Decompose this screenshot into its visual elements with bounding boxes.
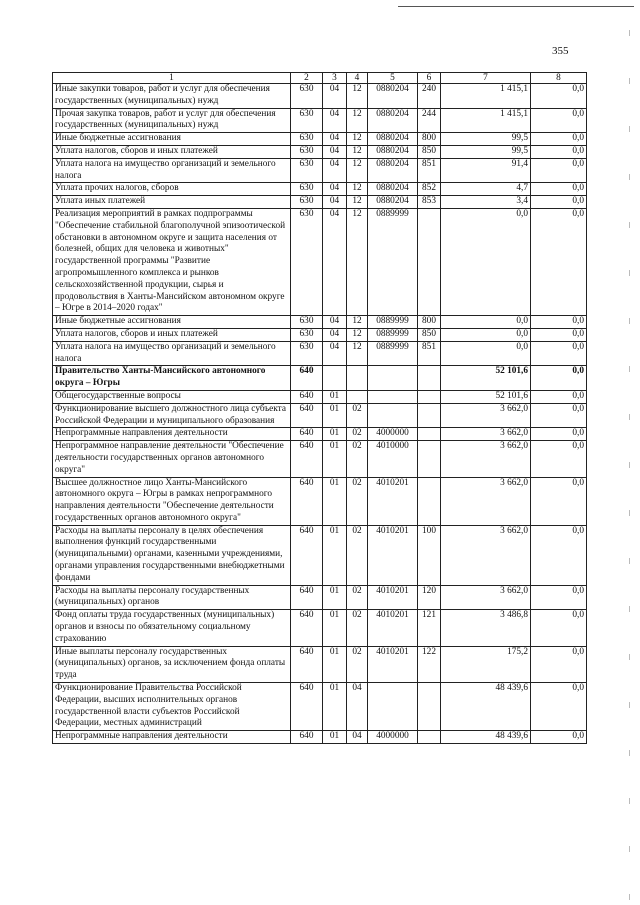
cell-section: 04 bbox=[323, 208, 347, 315]
cell-ministry-code: 630 bbox=[291, 108, 323, 133]
cell-amount: 1 415,1 bbox=[441, 108, 531, 133]
cell-amount-2: 0,0 bbox=[531, 183, 587, 196]
cell-amount-2: 0,0 bbox=[531, 390, 587, 403]
cell-expense-type: 853 bbox=[418, 196, 441, 209]
cell-expense-type bbox=[418, 390, 441, 403]
cell-name: Расходы на выплаты персоналу в целях обеспечения выполнения функций государственными (муниципальными) органами, казенными учреждениями, органами управления государственными внебюджетными фондами bbox=[53, 525, 291, 585]
cell-amount-2: 0,0 bbox=[531, 145, 587, 158]
header-cell: 7 bbox=[441, 73, 531, 84]
cell-subsection: 12 bbox=[347, 183, 368, 196]
cell-section: 04 bbox=[323, 108, 347, 133]
cell-target-article: 0889999 bbox=[368, 316, 418, 329]
cell-ministry-code: 640 bbox=[291, 610, 323, 646]
cell-section bbox=[323, 366, 347, 391]
cell-target-article: 0880204 bbox=[368, 108, 418, 133]
cell-target-article bbox=[368, 366, 418, 391]
cell-section: 04 bbox=[323, 183, 347, 196]
cell-amount-2: 0,0 bbox=[531, 477, 587, 525]
table-row bbox=[53, 366, 587, 391]
cell-ministry-code: 640 bbox=[291, 525, 323, 585]
cell-subsection: 02 bbox=[347, 525, 368, 585]
cell-amount: 3 486,8 bbox=[441, 610, 531, 646]
table-row bbox=[53, 646, 587, 682]
table-row bbox=[53, 316, 587, 329]
cell-name: Иные выплаты персоналу государственных (муниципальных) органов, за исключением фонда оплаты труда bbox=[53, 646, 291, 682]
cell-section: 04 bbox=[323, 316, 347, 329]
cell-amount: 175,2 bbox=[441, 646, 531, 682]
cell-amount: 91,4 bbox=[441, 158, 531, 183]
table-row bbox=[53, 108, 587, 133]
cell-expense-type: 120 bbox=[418, 585, 441, 610]
cell-target-article: 4010201 bbox=[368, 525, 418, 585]
cell-amount-2: 0,0 bbox=[531, 328, 587, 341]
cell-amount: 48 439,6 bbox=[441, 683, 531, 731]
cell-target-article bbox=[368, 390, 418, 403]
cell-target-article: 4000000 bbox=[368, 428, 418, 441]
cell-name: Уплата налогов, сборов и иных платежей bbox=[53, 145, 291, 158]
table-row bbox=[53, 683, 587, 731]
cell-amount: 48 439,6 bbox=[441, 731, 531, 744]
cell-subsection: 12 bbox=[347, 84, 368, 109]
cell-ministry-code: 630 bbox=[291, 133, 323, 146]
cell-amount: 4,7 bbox=[441, 183, 531, 196]
cell-amount: 3 662,0 bbox=[441, 585, 531, 610]
cell-section: 01 bbox=[323, 441, 347, 477]
table-row bbox=[53, 183, 587, 196]
cell-target-article: 0889999 bbox=[368, 208, 418, 315]
cell-target-article: 4010201 bbox=[368, 585, 418, 610]
cell-expense-type: 851 bbox=[418, 341, 441, 366]
cell-ministry-code: 640 bbox=[291, 403, 323, 428]
cell-expense-type bbox=[418, 403, 441, 428]
cell-amount: 3 662,0 bbox=[441, 477, 531, 525]
cell-name: Функционирование Правительства Российской Федерации, высших исполнительных органов государственной власти субъектов Российской Федерации, местных администраций bbox=[53, 683, 291, 731]
cell-expense-type: 852 bbox=[418, 183, 441, 196]
cell-subsection: 02 bbox=[347, 403, 368, 428]
cell-expense-type: 121 bbox=[418, 610, 441, 646]
cell-section: 01 bbox=[323, 477, 347, 525]
cell-target-article: 0889999 bbox=[368, 328, 418, 341]
cell-subsection: 04 bbox=[347, 731, 368, 744]
cell-name: Реализация мероприятий в рамках подпрограммы "Обеспечение стабильной благополучной эпизоотической обстановки в автономном округе и защита населения от болезней, общих для человека и животных" государственной программы "Развитие агропромышленного комплекса и рынков сельскохозяйственной продукции, сырья и продовольствия в Ханты-Мансийском автономном округе – Югре в 2014–2020 годах" bbox=[53, 208, 291, 315]
cell-target-article: 0880204 bbox=[368, 145, 418, 158]
table-row bbox=[53, 328, 587, 341]
cell-section: 01 bbox=[323, 731, 347, 744]
cell-amount: 1 415,1 bbox=[441, 84, 531, 109]
cell-amount-2: 0,0 bbox=[531, 585, 587, 610]
cell-amount-2: 0,0 bbox=[531, 341, 587, 366]
cell-amount: 0,0 bbox=[441, 208, 531, 315]
cell-subsection: 12 bbox=[347, 108, 368, 133]
header-row bbox=[53, 73, 587, 84]
cell-name: Уплата налога на имущество организаций и земельного налога bbox=[53, 158, 291, 183]
cell-expense-type bbox=[418, 477, 441, 525]
cell-amount: 3,4 bbox=[441, 196, 531, 209]
cell-amount-2: 0,0 bbox=[531, 525, 587, 585]
header-cell: 3 bbox=[323, 73, 347, 84]
cell-section: 01 bbox=[323, 525, 347, 585]
cell-amount-2: 0,0 bbox=[531, 208, 587, 315]
cell-section: 04 bbox=[323, 341, 347, 366]
header-cell: 1 bbox=[53, 73, 291, 84]
cell-target-article: 0880204 bbox=[368, 158, 418, 183]
cell-subsection: 02 bbox=[347, 610, 368, 646]
cell-ministry-code: 640 bbox=[291, 585, 323, 610]
cell-section: 01 bbox=[323, 646, 347, 682]
cell-name: Непрограммное направление деятельности "Обеспечение деятельности государственных органов автономного округа" bbox=[53, 441, 291, 477]
cell-amount: 99,5 bbox=[441, 133, 531, 146]
table-row bbox=[53, 145, 587, 158]
cell-expense-type: 851 bbox=[418, 158, 441, 183]
cell-name: Расходы на выплаты персоналу государственных (муниципальных) органов bbox=[53, 585, 291, 610]
cell-subsection: 12 bbox=[347, 328, 368, 341]
cell-expense-type: 800 bbox=[418, 133, 441, 146]
cell-ministry-code: 640 bbox=[291, 390, 323, 403]
cell-target-article: 0889999 bbox=[368, 341, 418, 366]
cell-name: Уплата налога на имущество организаций и земельного налога bbox=[53, 341, 291, 366]
cell-amount: 0,0 bbox=[441, 316, 531, 329]
cell-ministry-code: 640 bbox=[291, 646, 323, 682]
cell-section: 04 bbox=[323, 196, 347, 209]
cell-ministry-code: 640 bbox=[291, 731, 323, 744]
cell-section: 04 bbox=[323, 328, 347, 341]
cell-target-article: 4000000 bbox=[368, 731, 418, 744]
cell-subsection: 12 bbox=[347, 341, 368, 366]
page-number: 355 bbox=[552, 45, 569, 57]
cell-amount-2: 0,0 bbox=[531, 441, 587, 477]
cell-subsection: 02 bbox=[347, 441, 368, 477]
cell-target-article: 4010201 bbox=[368, 646, 418, 682]
cell-amount: 3 662,0 bbox=[441, 525, 531, 585]
cell-subsection: 12 bbox=[347, 196, 368, 209]
cell-name: Функционирование высшего должностного лица субъекта Российской Федерации и муниципального образования bbox=[53, 403, 291, 428]
cell-expense-type: 100 bbox=[418, 525, 441, 585]
cell-subsection: 12 bbox=[347, 145, 368, 158]
top-rule bbox=[398, 6, 634, 7]
cell-amount: 52 101,6 bbox=[441, 390, 531, 403]
cell-section: 01 bbox=[323, 403, 347, 428]
cell-section: 04 bbox=[323, 133, 347, 146]
cell-name: Иные закупки товаров, работ и услуг для обеспечения государственных (муниципальных) нужд bbox=[53, 84, 291, 109]
table-row bbox=[53, 196, 587, 209]
cell-amount-2: 0,0 bbox=[531, 731, 587, 744]
budget-table bbox=[52, 72, 587, 744]
cell-target-article: 4010000 bbox=[368, 441, 418, 477]
cell-expense-type: 240 bbox=[418, 84, 441, 109]
cell-subsection: 12 bbox=[347, 158, 368, 183]
cell-subsection: 04 bbox=[347, 683, 368, 731]
cell-expense-type: 850 bbox=[418, 328, 441, 341]
cell-ministry-code: 640 bbox=[291, 428, 323, 441]
cell-target-article: 0880204 bbox=[368, 183, 418, 196]
cell-expense-type: 244 bbox=[418, 108, 441, 133]
cell-name: Уплата иных платежей bbox=[53, 196, 291, 209]
cell-target-article bbox=[368, 683, 418, 731]
cell-amount: 0,0 bbox=[441, 341, 531, 366]
cell-amount: 3 662,0 bbox=[441, 403, 531, 428]
cell-expense-type bbox=[418, 428, 441, 441]
cell-ministry-code: 640 bbox=[291, 366, 323, 391]
table-row bbox=[53, 441, 587, 477]
cell-subsection: 02 bbox=[347, 428, 368, 441]
cell-section: 04 bbox=[323, 158, 347, 183]
table-row bbox=[53, 610, 587, 646]
cell-ministry-code: 630 bbox=[291, 328, 323, 341]
header-cell: 4 bbox=[347, 73, 368, 84]
cell-section: 01 bbox=[323, 683, 347, 731]
cell-ministry-code: 630 bbox=[291, 158, 323, 183]
cell-name: Фонд оплаты труда государственных (муниципальных) органов и взносы по обязательному социальному страхованию bbox=[53, 610, 291, 646]
cell-ministry-code: 640 bbox=[291, 441, 323, 477]
cell-name: Прочая закупка товаров, работ и услуг для обеспечения государственных (муниципальных) нужд bbox=[53, 108, 291, 133]
cell-name: Правительство Ханты-Мансийского автономного округа – Югры bbox=[53, 366, 291, 391]
table-row bbox=[53, 133, 587, 146]
cell-ministry-code: 630 bbox=[291, 316, 323, 329]
cell-target-article: 0880204 bbox=[368, 84, 418, 109]
cell-amount-2: 0,0 bbox=[531, 316, 587, 329]
cell-ministry-code: 630 bbox=[291, 84, 323, 109]
cell-section: 04 bbox=[323, 145, 347, 158]
header-cell: 2 bbox=[291, 73, 323, 84]
cell-section: 04 bbox=[323, 84, 347, 109]
cell-amount: 0,0 bbox=[441, 328, 531, 341]
cell-amount: 99,5 bbox=[441, 145, 531, 158]
scan-edge-marks bbox=[627, 30, 631, 880]
cell-expense-type bbox=[418, 731, 441, 744]
cell-target-article: 4010201 bbox=[368, 477, 418, 525]
cell-subsection: 02 bbox=[347, 646, 368, 682]
table-row bbox=[53, 525, 587, 585]
cell-subsection: 02 bbox=[347, 477, 368, 525]
cell-name: Непрограммные направления деятельности bbox=[53, 428, 291, 441]
cell-subsection: 02 bbox=[347, 585, 368, 610]
cell-amount-2: 0,0 bbox=[531, 683, 587, 731]
cell-subsection: 12 bbox=[347, 316, 368, 329]
table-row bbox=[53, 341, 587, 366]
table-row bbox=[53, 428, 587, 441]
cell-amount-2: 0,0 bbox=[531, 133, 587, 146]
cell-expense-type: 800 bbox=[418, 316, 441, 329]
cell-target-article: 0880204 bbox=[368, 196, 418, 209]
cell-amount-2: 0,0 bbox=[531, 366, 587, 391]
cell-name: Общегосударственные вопросы bbox=[53, 390, 291, 403]
cell-ministry-code: 630 bbox=[291, 183, 323, 196]
cell-subsection bbox=[347, 366, 368, 391]
cell-target-article: 4010201 bbox=[368, 610, 418, 646]
cell-subsection: 12 bbox=[347, 133, 368, 146]
cell-name: Высшее должностное лицо Ханты-Мансийского автономного округа – Югры в рамках непрограммного направления деятельности "Обеспечение деятельности государственных органов автономного округа" bbox=[53, 477, 291, 525]
cell-subsection bbox=[347, 390, 368, 403]
cell-target-article bbox=[368, 403, 418, 428]
cell-ministry-code: 630 bbox=[291, 341, 323, 366]
header-cell: 5 bbox=[368, 73, 418, 84]
cell-ministry-code: 640 bbox=[291, 477, 323, 525]
cell-section: 01 bbox=[323, 610, 347, 646]
cell-amount: 3 662,0 bbox=[441, 441, 531, 477]
table-row bbox=[53, 731, 587, 744]
cell-amount-2: 0,0 bbox=[531, 610, 587, 646]
cell-name: Иные бюджетные ассигнования bbox=[53, 133, 291, 146]
cell-ministry-code: 640 bbox=[291, 683, 323, 731]
cell-amount-2: 0,0 bbox=[531, 108, 587, 133]
cell-ministry-code: 630 bbox=[291, 208, 323, 315]
cell-expense-type bbox=[418, 683, 441, 731]
cell-name: Уплата прочих налогов, сборов bbox=[53, 183, 291, 196]
table-row bbox=[53, 477, 587, 525]
cell-amount-2: 0,0 bbox=[531, 403, 587, 428]
cell-amount-2: 0,0 bbox=[531, 646, 587, 682]
table-row bbox=[53, 208, 587, 315]
cell-ministry-code: 630 bbox=[291, 196, 323, 209]
table-row bbox=[53, 158, 587, 183]
table-row bbox=[53, 585, 587, 610]
cell-expense-type: 122 bbox=[418, 646, 441, 682]
table-row bbox=[53, 84, 587, 109]
cell-subsection: 12 bbox=[347, 208, 368, 315]
cell-section: 01 bbox=[323, 585, 347, 610]
cell-expense-type bbox=[418, 441, 441, 477]
cell-amount-2: 0,0 bbox=[531, 428, 587, 441]
cell-amount: 3 662,0 bbox=[441, 428, 531, 441]
table-row bbox=[53, 390, 587, 403]
cell-name: Непрограммные направления деятельности bbox=[53, 731, 291, 744]
cell-ministry-code: 630 bbox=[291, 145, 323, 158]
cell-expense-type: 850 bbox=[418, 145, 441, 158]
cell-amount-2: 0,0 bbox=[531, 196, 587, 209]
cell-amount: 52 101,6 bbox=[441, 366, 531, 391]
cell-name: Иные бюджетные ассигнования bbox=[53, 316, 291, 329]
cell-section: 01 bbox=[323, 390, 347, 403]
cell-expense-type bbox=[418, 208, 441, 315]
cell-section: 01 bbox=[323, 428, 347, 441]
table-row bbox=[53, 403, 587, 428]
cell-amount-2: 0,0 bbox=[531, 84, 587, 109]
header-cell: 6 bbox=[418, 73, 441, 84]
table-body bbox=[53, 84, 587, 744]
cell-amount-2: 0,0 bbox=[531, 158, 587, 183]
header-cell: 8 bbox=[531, 73, 587, 84]
cell-target-article: 0880204 bbox=[368, 133, 418, 146]
cell-expense-type bbox=[418, 366, 441, 391]
cell-name: Уплата налогов, сборов и иных платежей bbox=[53, 328, 291, 341]
